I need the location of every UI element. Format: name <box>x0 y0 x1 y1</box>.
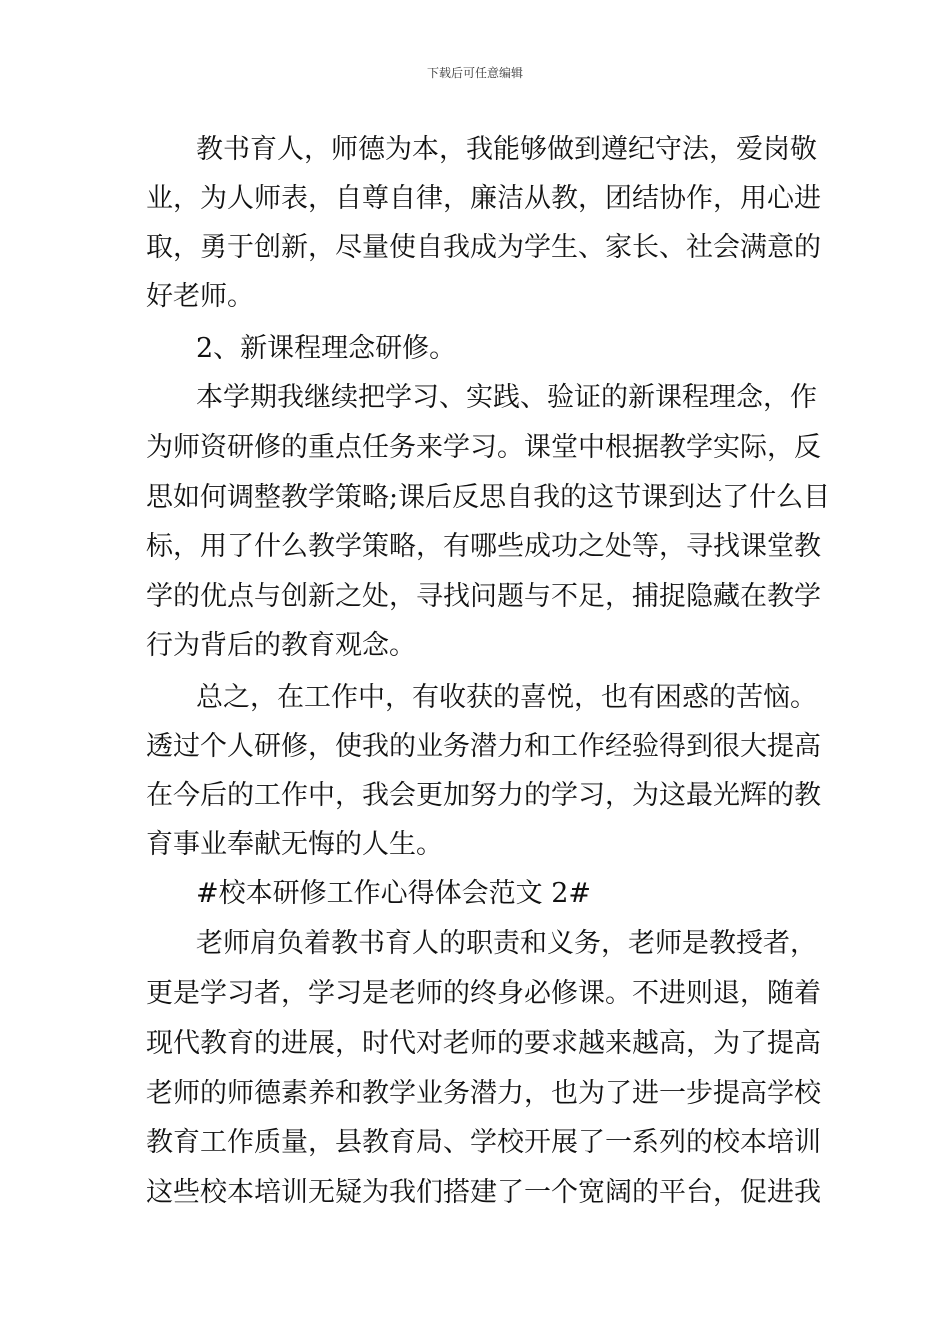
text-line: 学的优点与创新之处，寻找问题与不足，捕捉隐藏在教学 <box>146 581 821 612</box>
text-line: 在今后的工作中，我会更加努力的学习，为这最光辉的教 <box>146 780 821 811</box>
text-line: 更是学习者，学习是老师的终身必修课。不进则退，随着 <box>146 978 821 1009</box>
text-line: 业，为人师表，自尊自律，廉洁从教，团结协作，用心进 <box>146 183 821 214</box>
text-line: 本学期我继续把学习、实践、验证的新课程理念，作 <box>196 382 817 413</box>
text-line: 教育工作质量，县教育局、学校开展了一系列的校本培训 <box>146 1127 821 1158</box>
text-line: 好老师。 <box>146 281 254 312</box>
text-line: 总之，在工作中，有收获的喜悦，也有困惑的苦恼。 <box>196 682 817 713</box>
text-line: 行为背后的教育观念。 <box>146 630 416 661</box>
page-header-note: 下载后可任意编辑 <box>426 66 523 80</box>
text-line: 为师资研修的重点任务来学习。课堂中根据教学实际，反 <box>146 432 821 463</box>
text-line: 取，勇于创新，尽量使自我成为学生、家长、社会满意的 <box>146 232 821 263</box>
text-line: 思如何调整教学策略;课后反思自我的这节课到达了什么目 <box>146 482 831 513</box>
text-line: 育事业奉献无悔的人生。 <box>146 829 443 860</box>
text-line: 老师的师德素养和教学业务潜力，也为了进一步提高学校 <box>146 1078 821 1109</box>
section-heading: 2、新课程理念研修。 <box>196 333 457 364</box>
text-line: 标，用了什么教学策略，有哪些成功之处等，寻找课堂教 <box>146 531 821 562</box>
text-line: 透过个人研修，使我的业务潜力和工作经验得到很大提高 <box>146 731 821 762</box>
text-line: 教书育人，师德为本，我能够做到遵纪守法，爱岗敬 <box>196 134 817 165</box>
text-line: 这些校本培训无疑为我们搭建了一个宽阔的平台，促进我 <box>146 1177 821 1208</box>
section-heading: #校本研修工作心得体会范文 2# <box>196 878 592 909</box>
text-line: 现代教育的进展，时代对老师的要求越来越高，为了提高 <box>146 1028 821 1059</box>
text-line: 老师肩负着教书育人的职责和义务，老师是教授者， <box>196 928 817 959</box>
